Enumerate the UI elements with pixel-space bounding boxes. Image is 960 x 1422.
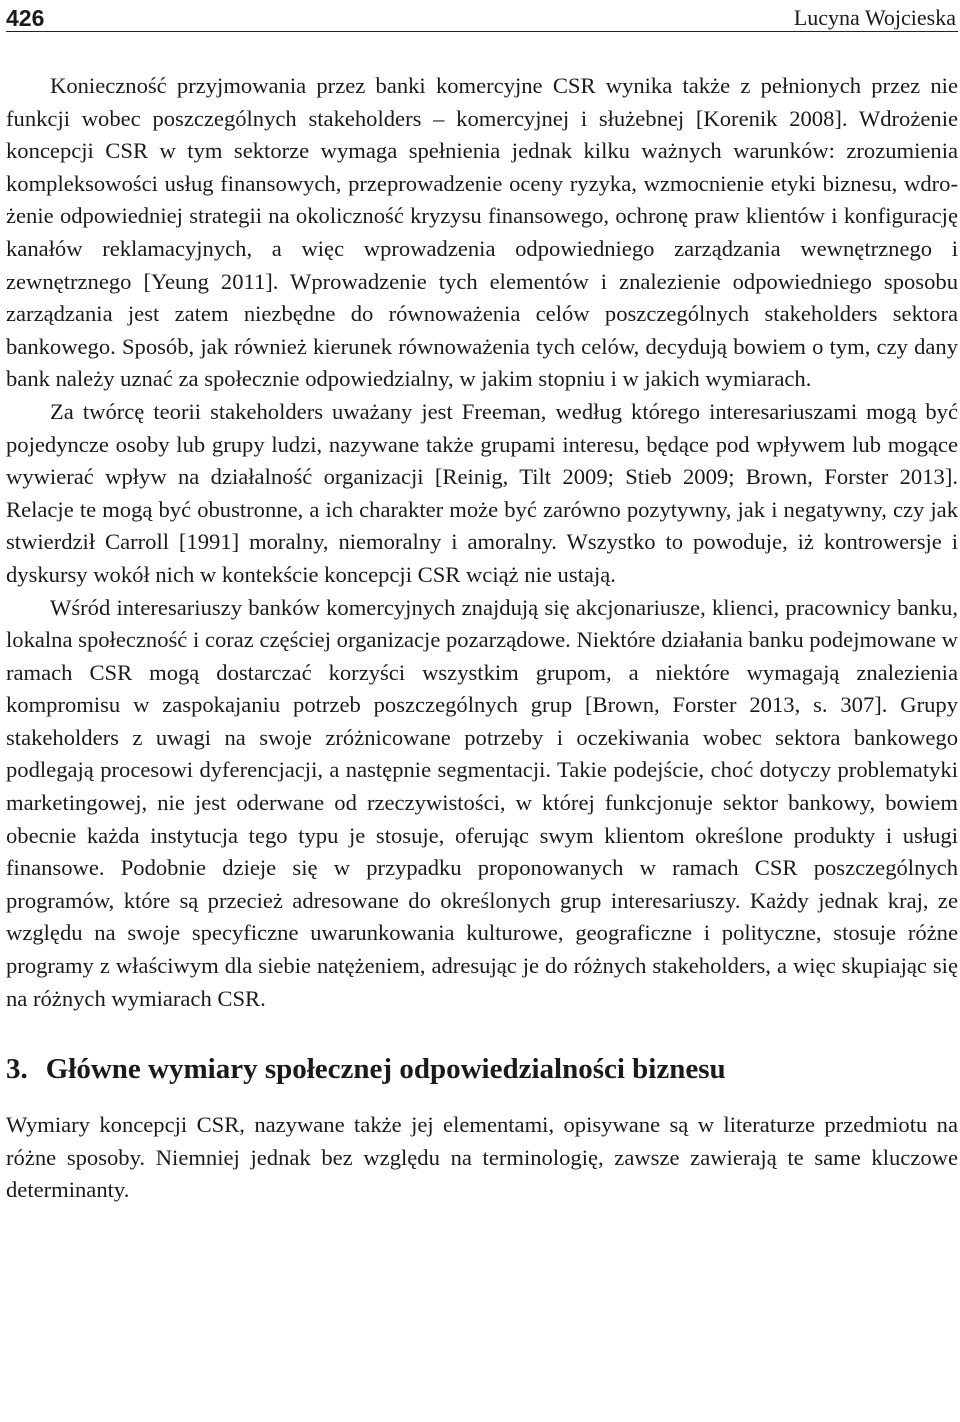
page <box>6 0 958 1207</box>
body-text <box>6 70 958 1207</box>
section-heading <box>6 1051 958 1087</box>
paragraph-csr-dimensions: Wymiary koncepcji CSR, nazywane także jej elementami, opisywane są w literaturze przedmiotu na różne sposoby. Niemniej jednak bez względu na terminologię, zawsze zawierają te same kluczowe determinanty. <box>6 1112 958 1203</box>
paragraph-bank-stakeholders: Wśród interesariuszy banków komercyjnych znajdują się akcjonariusze, klienci, pracownicy banku, lokalna społeczność i coraz częściej organizacje pozarządowe. Niektóre działania banku podejmowane w ramach CSR mogą dostarczać korzyści wszystkim grupom, a niektóre wymagają znalezienia kompromisu w zaspokajaniu potrzeb poszczególnych grup [Brown, Forster 2013, s. 307]. Grupy stakeholders z uwagi na swoje zróżnicowane potrzeby i oczekiwania wobec sektora bankowego podlegają procesowi dyferencjacji, a następnie segmentacji. Takie podejście, choć dotyczy problematyki marketingowej, nie jest oderwane od rzeczywistości, w której funkcjonuje sektor bankowy, bowiem obecnie każda instytucja tego typu je stosuje, oferując swym klientom określone produkty i usługi finansowe. Podobnie dzieje się w przypadku proponowanych w ramach CSR poszczególnych programów, które są przecież adresowane do określonych grup interesariuszy. Każdy jednak kraj, ze względu na swoje specyficzne uwarunkowania kulturowe, geograficzne i polityczne, stosuje różne programy z właściwym dla siebie natężeniem, adresując je do różnych stakeholders, a więc skupiając się na różnych wymiarach CSR. <box>6 594 958 1011</box>
paragraph-csr-banks: Konieczność przyjmowania przez banki komercyjne CSR wynika także z pełnionych przez nie funkcji wobec poszczególnych stakeholders – komercyjnej i służebnej [Korenik 2008]. Wdrożenie koncepcji CSR w tym sektorze wymaga spełnienia jednak kilku ważnych warunków: zrozumienia kompleksowości usług finansowych, przeprowadzenie oceny ryzyka, wzmocnienie etyki biznesu, wdrożenie odpowiedniej strategii na okoliczność kryzysu finansowego, ochronę praw klientów i konfigurację kanałów reklamacyjnych, a więc wprowadzenia odpowiedniego zarządzania wewnętrznego i zewnętrznego [Yeung 2011]. Wprowadzenie tych elementów i znalezienie odpowiedniego sposobu zarządzania jest zatem niezbędne do równoważenia celów poszczególnych stakeholders sektora bankowego. Sposób, jak również kierunek równoważenia tych celów, decydują bowiem o tym, czy dany bank należy uznać za społecznie odpowiedzialny, w jakim stopniu i w jakich wymiarach. <box>6 73 958 392</box>
page-number: 426 <box>6 5 45 31</box>
section-number: 3. <box>6 1053 28 1086</box>
section-title: Główne wymiary społecznej odpowiedzialności biznesu <box>45 1053 726 1086</box>
running-head-author: Lucyna Wojcieska <box>793 5 956 30</box>
paragraph-stakeholder-theory: Za twórcę teorii stakeholders uważany jest Freeman, według którego interesariuszami mogą być pojedyncze osoby lub grupy ludzi, nazywane także grupami interesu, będące pod wpływem lub mogące wywierać wpływ na działalność organizacji [Reinig, Tilt 2009; Stieb 2009; Brown, Forster 2013]. Relacje te mogą być obustronne, a ich charakter może być zarówno pozytywny, jak i negatywny, czy jak stwierdził Carroll [1991] moralny, niemoralny i amoralny. Wszystko to powoduje, iż kontrowersje i dyskursy wokół nich w kontekście koncepcji CSR wciąż nie ustają. <box>6 398 958 587</box>
running-head <box>6 0 958 32</box>
